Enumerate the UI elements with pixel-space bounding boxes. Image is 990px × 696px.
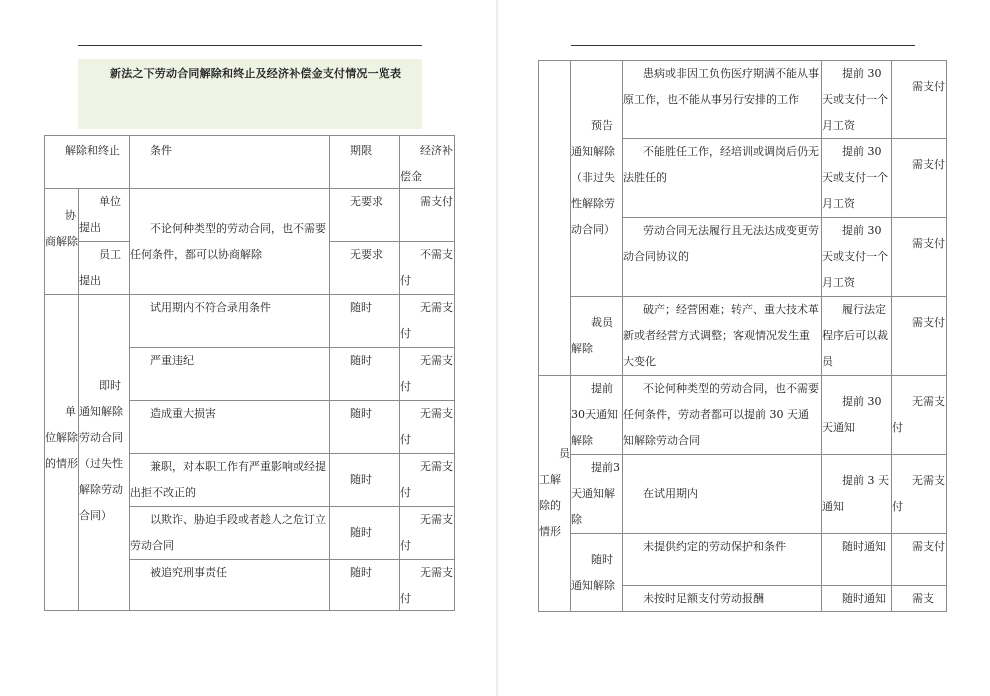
term-suishi-2: 随时通知	[821, 585, 892, 612]
header-cell-jiechu: 解除和终止	[44, 135, 130, 189]
pay-row-3: 无需支付	[399, 400, 455, 454]
sub-tiqian30: 提前30天通知解除	[570, 375, 623, 455]
term-yugao-2: 提前 30 天或支付一个月工资	[821, 138, 892, 218]
condition-row-2: 严重违纪	[129, 347, 330, 401]
header-rule-right	[571, 45, 915, 46]
condition-caiyuan: 破产；经营困难；转产、重大技术革新或者经营方式调整；客观情况发生重大变化	[622, 296, 822, 376]
term-row-5: 随时	[329, 506, 400, 560]
term-suishi-1: 随时通知	[821, 533, 892, 586]
pay-yugao-1: 需支付	[891, 60, 947, 139]
term-row-1: 随时	[329, 294, 400, 348]
document-title: 新法之下劳动合同解除和终止及经济补偿金支付情况一览表	[110, 67, 402, 80]
term-yg3: 提前 3 天通知	[821, 454, 892, 534]
term-row-2: 随时	[329, 347, 400, 401]
condition-yugao-2: 不能胜任工作，经培训或调岗后仍无法胜任的	[622, 138, 822, 218]
pay-row-4: 无需支付	[399, 453, 455, 507]
pay-row-5: 无需支付	[399, 506, 455, 560]
term-yuangong: 无要求	[329, 241, 400, 295]
sub-jishi-jiechu: 即时通知解除劳动合同（过失性解除劳动合同）	[78, 294, 130, 611]
pay-yg3: 无需支付	[891, 454, 947, 534]
condition-yugao-3: 劳动合同无法履行且无法达成变更劳动合同协议的	[622, 217, 822, 297]
header-cell-compensation: 经济补偿金	[399, 135, 455, 189]
term-danwei: 无要求	[329, 188, 400, 242]
header-cell-condition: 条件	[129, 135, 330, 189]
condition-yg3: 在试用期内	[622, 454, 822, 534]
category-xieshang: 协商解除	[44, 188, 79, 295]
pay-caiyuan: 需支付	[891, 296, 947, 376]
pay-yg30: 无需支付	[891, 375, 947, 455]
pay-row-1: 无需支付	[399, 294, 455, 348]
pay-row-2: 无需支付	[399, 347, 455, 401]
condition-xieshang: 不论何种类型的劳动合同，也不需要任何条件，都可以协商解除	[129, 188, 330, 295]
condition-row-6: 被追究刑事责任	[129, 559, 330, 611]
term-row-6: 随时	[329, 559, 400, 611]
pay-danwei: 需支付	[399, 188, 455, 242]
pay-suishi-2: 需支	[891, 585, 947, 612]
sub-suishi: 随时通知解除	[570, 533, 623, 612]
term-row-4: 随时	[329, 453, 400, 507]
condition-row-3: 造成重大损害	[129, 400, 330, 454]
pay-yugao-2: 需支付	[891, 138, 947, 218]
term-caiyuan: 履行法定程序后可以裁员	[821, 296, 892, 376]
sub-yugao-jiechu: 预告通知解除（非过失性解除劳动合同）	[570, 60, 623, 297]
term-yg30: 提前 30 天通知	[821, 375, 892, 455]
condition-yg30: 不论何种类型的劳动合同，也不需要任何条件，劳动者都可以提前 30 天通知解除劳动合同	[622, 375, 822, 455]
condition-yugao-1: 患病或非因工负伤医疗期满不能从事原工作，也不能从事另行安排的工作	[622, 60, 822, 139]
term-row-3: 随时	[329, 400, 400, 454]
header-rule	[78, 45, 422, 46]
term-yugao-1: 提前 30 天或支付一个月工资	[821, 60, 892, 139]
document-page-right	[498, 0, 990, 696]
header-cell-term: 期限	[329, 135, 400, 189]
pay-yuangong: 不需支付	[399, 241, 455, 295]
term-yugao-3: 提前 30 天或支付一个月工资	[821, 217, 892, 297]
pay-row-6: 无需支付	[399, 559, 455, 611]
condition-row-4: 兼职，对本职工作有严重影响或经提出拒不改正的	[129, 453, 330, 507]
condition-row-5: 以欺诈、胁迫手段或者趁人之危订立劳动合同	[129, 506, 330, 560]
sub-yuangong-tichu: 员工提出	[78, 241, 130, 295]
condition-suishi-2: 未按时足额支付劳动报酬	[622, 585, 822, 612]
sub-tiqian3: 提前3天通知解除	[570, 454, 623, 534]
category-yuangong-jiechu: 员工解除的情形	[538, 375, 571, 612]
sub-caiyuan-jiechu: 裁员解除	[570, 296, 623, 376]
category-danwei-jiechu: 单位解除的情形	[44, 294, 79, 611]
sub-danwei-tichu: 单位提出	[78, 188, 130, 242]
pay-yugao-3: 需支付	[891, 217, 947, 297]
title-block	[78, 59, 422, 129]
pay-suishi-1: 需支付	[891, 533, 947, 586]
category-continued-blank	[538, 60, 571, 376]
condition-row-1: 试用期内不符合录用条件	[129, 294, 330, 348]
condition-suishi-1: 未提供约定的劳动保护和条件	[622, 533, 822, 586]
